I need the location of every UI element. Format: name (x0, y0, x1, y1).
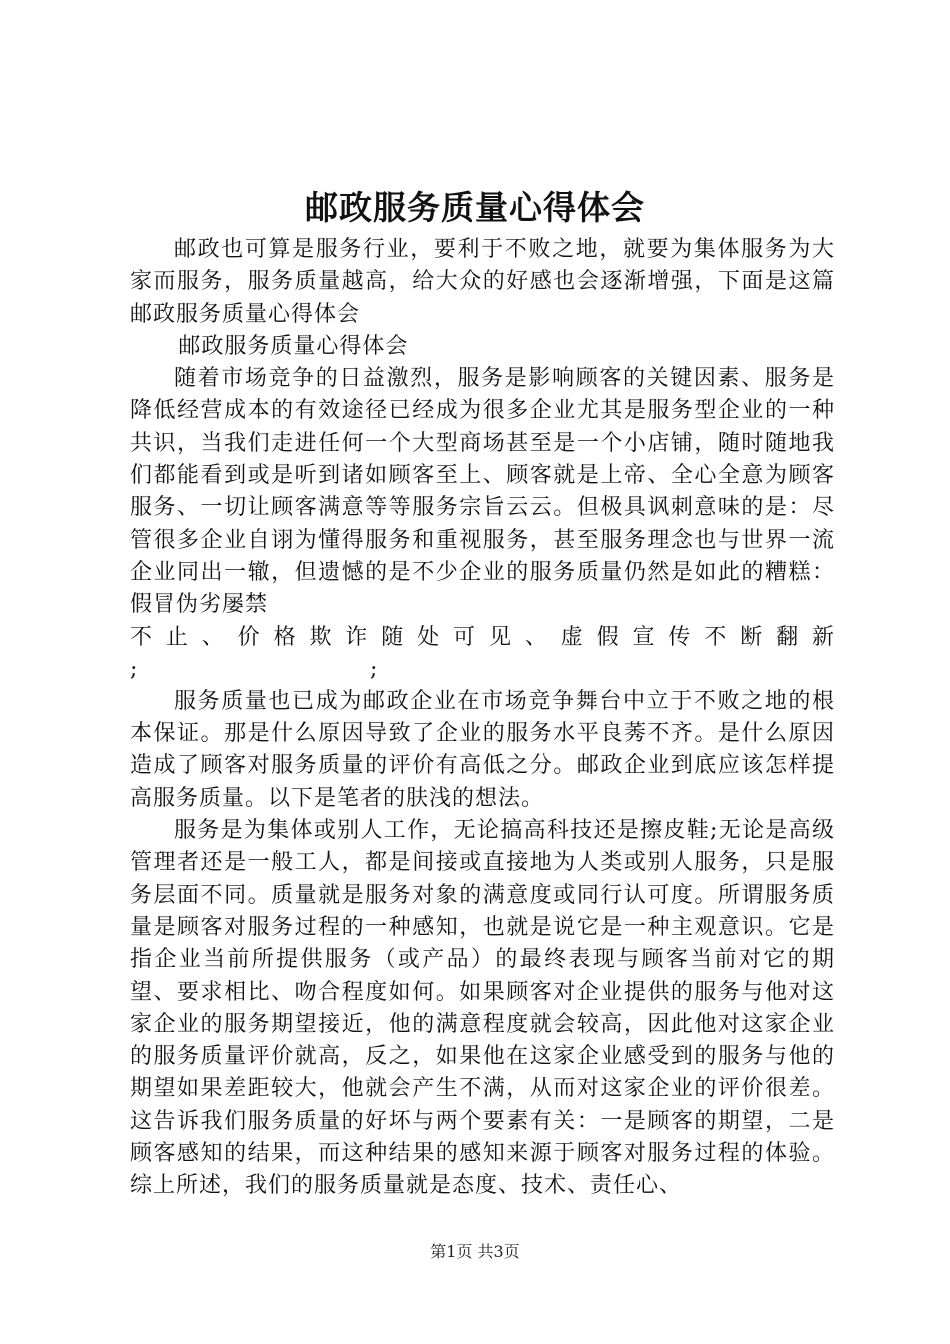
document-title: 邮政服务质量心得体会 (305, 188, 645, 227)
semicolon-mark: ; (130, 656, 138, 682)
paragraph-3: 服务是为集体或别人工作，无论搞高科技还是擦皮鞋;无论是高级管理者还是一般工人，都是间接或直接地为人类或别人服务，只是服务层面不同。质量就是服务对象的满意度或同行认可度。所谓服务质量是顾客对服务过程的一种感知，也就是说它是一种主观意识。它是指企业当前所提供服务（或产品）的最终表现与顾客当前对它的期望、要求相比、吻合程度如何。如果顾客对企业提供的服务与他对这家企业的服务期望接近，他的满意程度就会较高，因此他对这家企业的服务质量评价就高，反之，如果他在这家企业感受到的服务与他的期望如果差距较大，他就会产生不满，从而对这家企业的评价很差。这告诉我们服务质量的好坏与两个要素有关：一是顾客的期望，二是顾客感知的结果，而这种结果的感知来源于顾客对服务过程的体验。综上所述，我们的服务质量就是态度、技术、责任心、 (130, 818, 835, 1199)
paragraph-1-last-line: 不止、价格欺诈随处可见、虚假宣传不断翻新 (130, 624, 835, 650)
subtitle-line: 邮政服务质量心得体会 (178, 333, 409, 359)
intro-paragraph: 邮政也可算是服务行业，要利于不败之地，就要为集体服务为大家而服务，服务质量越高，给大众的好感也会逐渐增强，下面是这篇邮政服务质量心得体会 (130, 237, 835, 327)
document-body (130, 234, 835, 1203)
semicolon-line (130, 654, 835, 686)
page-footer: 第1页 共3页 (430, 1242, 520, 1261)
paragraph-2: 服务质量也已成为邮政企业在市场竞争舞台中立于不败之地的根本保证。那是什么原因导致了企业的服务水平良莠不齐。是什么原因造成了顾客对服务质量的评价有高低之分。邮政企业到底应该怎样提高服务质量。以下是笔者的肤浅的想法。 (130, 688, 835, 811)
semicolon-mark: ; (370, 656, 378, 682)
paragraph-1: 随着市场竞争的日益激烈，服务是影响顾客的关键因素、服务是降低经营成本的有效途径已经成为很多企业尤其是服务型企业的一种共识，当我们走进任何一个大型商场甚至是一个小店铺，随时随地我们都能看到或是听到诸如顾客至上、顾客就是上帝、全心全意为顾客服务、一切让顾客满意等等服务宗旨云云。但极具讽刺意味的是：尽管很多企业自诩为懂得服务和重视服务，甚至服务理念也与世界一流企业同出一辙，但遗憾的是不少企业的服务质量仍然是如此的糟糕：假冒伪劣屡禁 (130, 366, 835, 618)
